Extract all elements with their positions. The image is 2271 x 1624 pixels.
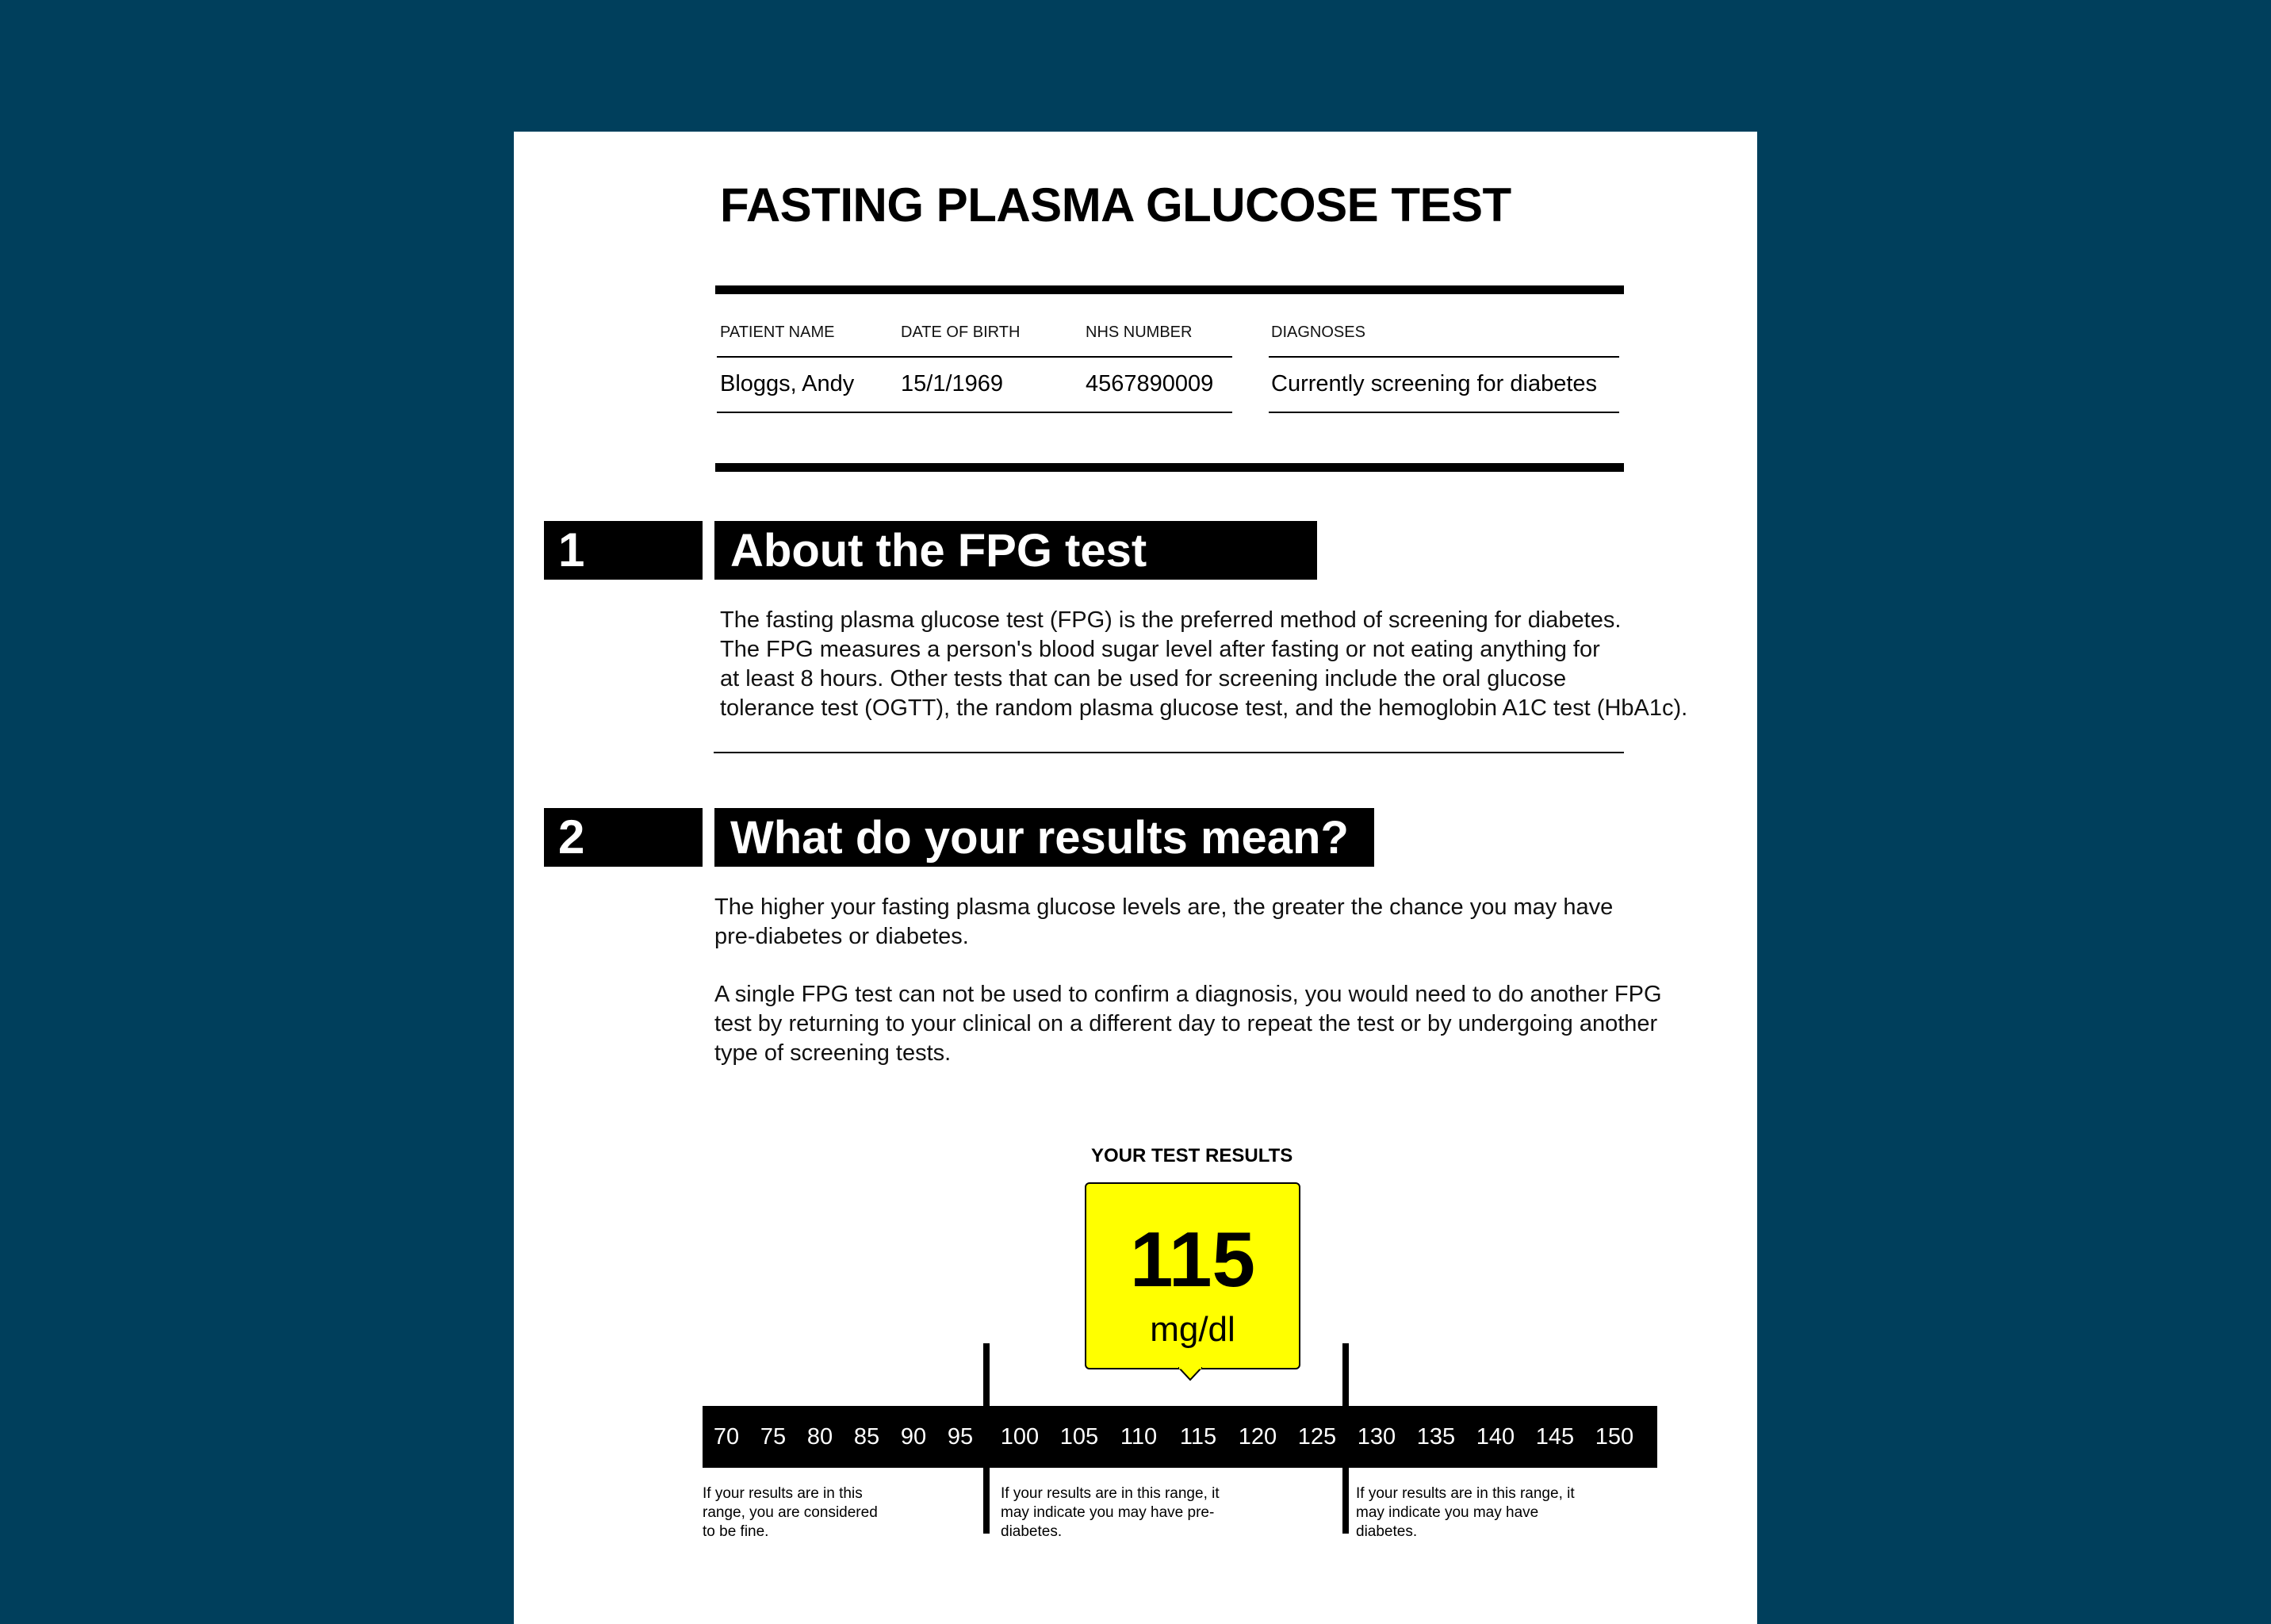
- scale-tick-label: 75: [760, 1424, 787, 1450]
- nhs-number-label: NHS NUMBER: [1086, 324, 1193, 341]
- diagnoses-value: Currently screening for diabetes: [1271, 371, 1598, 396]
- result-value: 115: [1129, 1216, 1256, 1303]
- note-line: If your results are in this: [703, 1485, 863, 1502]
- scale-tick-label: 90: [900, 1424, 927, 1450]
- dob-label: DATE OF BIRTH: [901, 324, 1021, 341]
- patient-info-rule-top: [717, 356, 1232, 358]
- scale-tick-label: 70: [713, 1424, 740, 1450]
- header-bottom-rule: [715, 463, 1624, 472]
- scale-tick-label: 145: [1535, 1424, 1575, 1450]
- section-1-line: at least 8 hours. Other tests that can be used for screening include the oral glucose: [720, 666, 1567, 691]
- section-2-line: A single FPG test can not be used to confirm a diagnosis, you would need to do another FPG: [714, 982, 1662, 1007]
- section-1-heading: About the FPG test: [714, 521, 1317, 580]
- header-top-rule: [715, 285, 1624, 294]
- section-1-divider: [714, 752, 1624, 753]
- page-title: FASTING PLASMA GLUCOSE TEST: [720, 178, 1511, 232]
- scale-tick-label: 140: [1476, 1424, 1515, 1450]
- note-line: If your results are in this range, it: [1001, 1485, 1220, 1502]
- scale-tick-label: 120: [1238, 1424, 1277, 1450]
- note-line: may indicate you may have: [1356, 1504, 1539, 1521]
- note-normal: [703, 1484, 878, 1542]
- section-1-line: tolerance test (OGTT), the random plasma glucose test, and the hemoglobin A1C test (HbA1c).: [720, 695, 1688, 721]
- patient-name-label: PATIENT NAME: [720, 324, 835, 341]
- section-2-paragraph-2: [714, 980, 1662, 1068]
- section-2-paragraph-1: [714, 893, 1613, 952]
- scale-tick-label: 80: [806, 1424, 833, 1450]
- scale-tick-label: 95: [947, 1424, 974, 1450]
- result-unit: mg/dl: [1150, 1310, 1235, 1349]
- dob-value: 15/1/1969: [901, 371, 1004, 396]
- note-prediabetes: [1001, 1484, 1220, 1542]
- diabetes-threshold-divider: [1342, 1343, 1349, 1534]
- note-diabetes: [1356, 1484, 1575, 1542]
- scale-tick-label: 110: [1120, 1424, 1158, 1450]
- section-2-line: pre-diabetes or diabetes.: [714, 924, 969, 949]
- scale-tick-label: 100: [1000, 1424, 1040, 1450]
- section-1-body: [720, 606, 1687, 723]
- scale-tick-label: 115: [1179, 1424, 1217, 1450]
- section-1-line: The fasting plasma glucose test (FPG) is the preferred method of screening for diabetes.: [720, 607, 1622, 633]
- note-line: may indicate you may have pre-: [1001, 1504, 1215, 1521]
- glucose-scale-ticks: [703, 1406, 1657, 1468]
- patient-info-rule-bottom: [717, 412, 1232, 413]
- section-2-line: test by returning to your clinical on a different day to repeat the test or by undergoing another: [714, 1011, 1658, 1036]
- report-page: [514, 132, 1757, 1624]
- diagnoses-rule-top: [1269, 356, 1619, 358]
- result-callout: [1085, 1182, 1300, 1369]
- note-line: range, you are considered: [703, 1504, 878, 1521]
- scale-tick-label: 125: [1297, 1424, 1337, 1450]
- scale-tick-label: 85: [853, 1424, 880, 1450]
- section-2-line: type of screening tests.: [714, 1040, 952, 1066]
- section-1-number: 1: [544, 521, 703, 580]
- scale-tick-label: 105: [1059, 1424, 1099, 1450]
- scale-tick-label: 150: [1595, 1424, 1634, 1450]
- note-line: If your results are in this range, it: [1356, 1485, 1575, 1502]
- scale-tick-label: 135: [1416, 1424, 1456, 1450]
- diagnoses-rule-bottom: [1269, 412, 1619, 413]
- note-line: to be fine.: [703, 1523, 769, 1540]
- scale-tick-label: 130: [1357, 1424, 1396, 1450]
- diagnoses-label: DIAGNOSES: [1271, 324, 1365, 341]
- callout-pointer-icon: [1178, 1367, 1202, 1381]
- section-2-heading: What do your results mean?: [714, 808, 1374, 867]
- note-line: diabetes.: [1001, 1523, 1063, 1540]
- patient-name-value: Bloggs, Andy: [720, 371, 855, 396]
- prediabetes-threshold-divider: [983, 1343, 990, 1534]
- section-2-line: The higher your fasting plasma glucose levels are, the greater the chance you may have: [714, 894, 1614, 920]
- results-title: YOUR TEST RESULTS: [1091, 1145, 1293, 1166]
- section-2-number: 2: [544, 808, 703, 867]
- note-line: diabetes.: [1356, 1523, 1418, 1540]
- section-1-line: The FPG measures a person's blood sugar level after fasting or not eating anything for: [720, 637, 1600, 662]
- nhs-number-value: 4567890009: [1086, 371, 1214, 396]
